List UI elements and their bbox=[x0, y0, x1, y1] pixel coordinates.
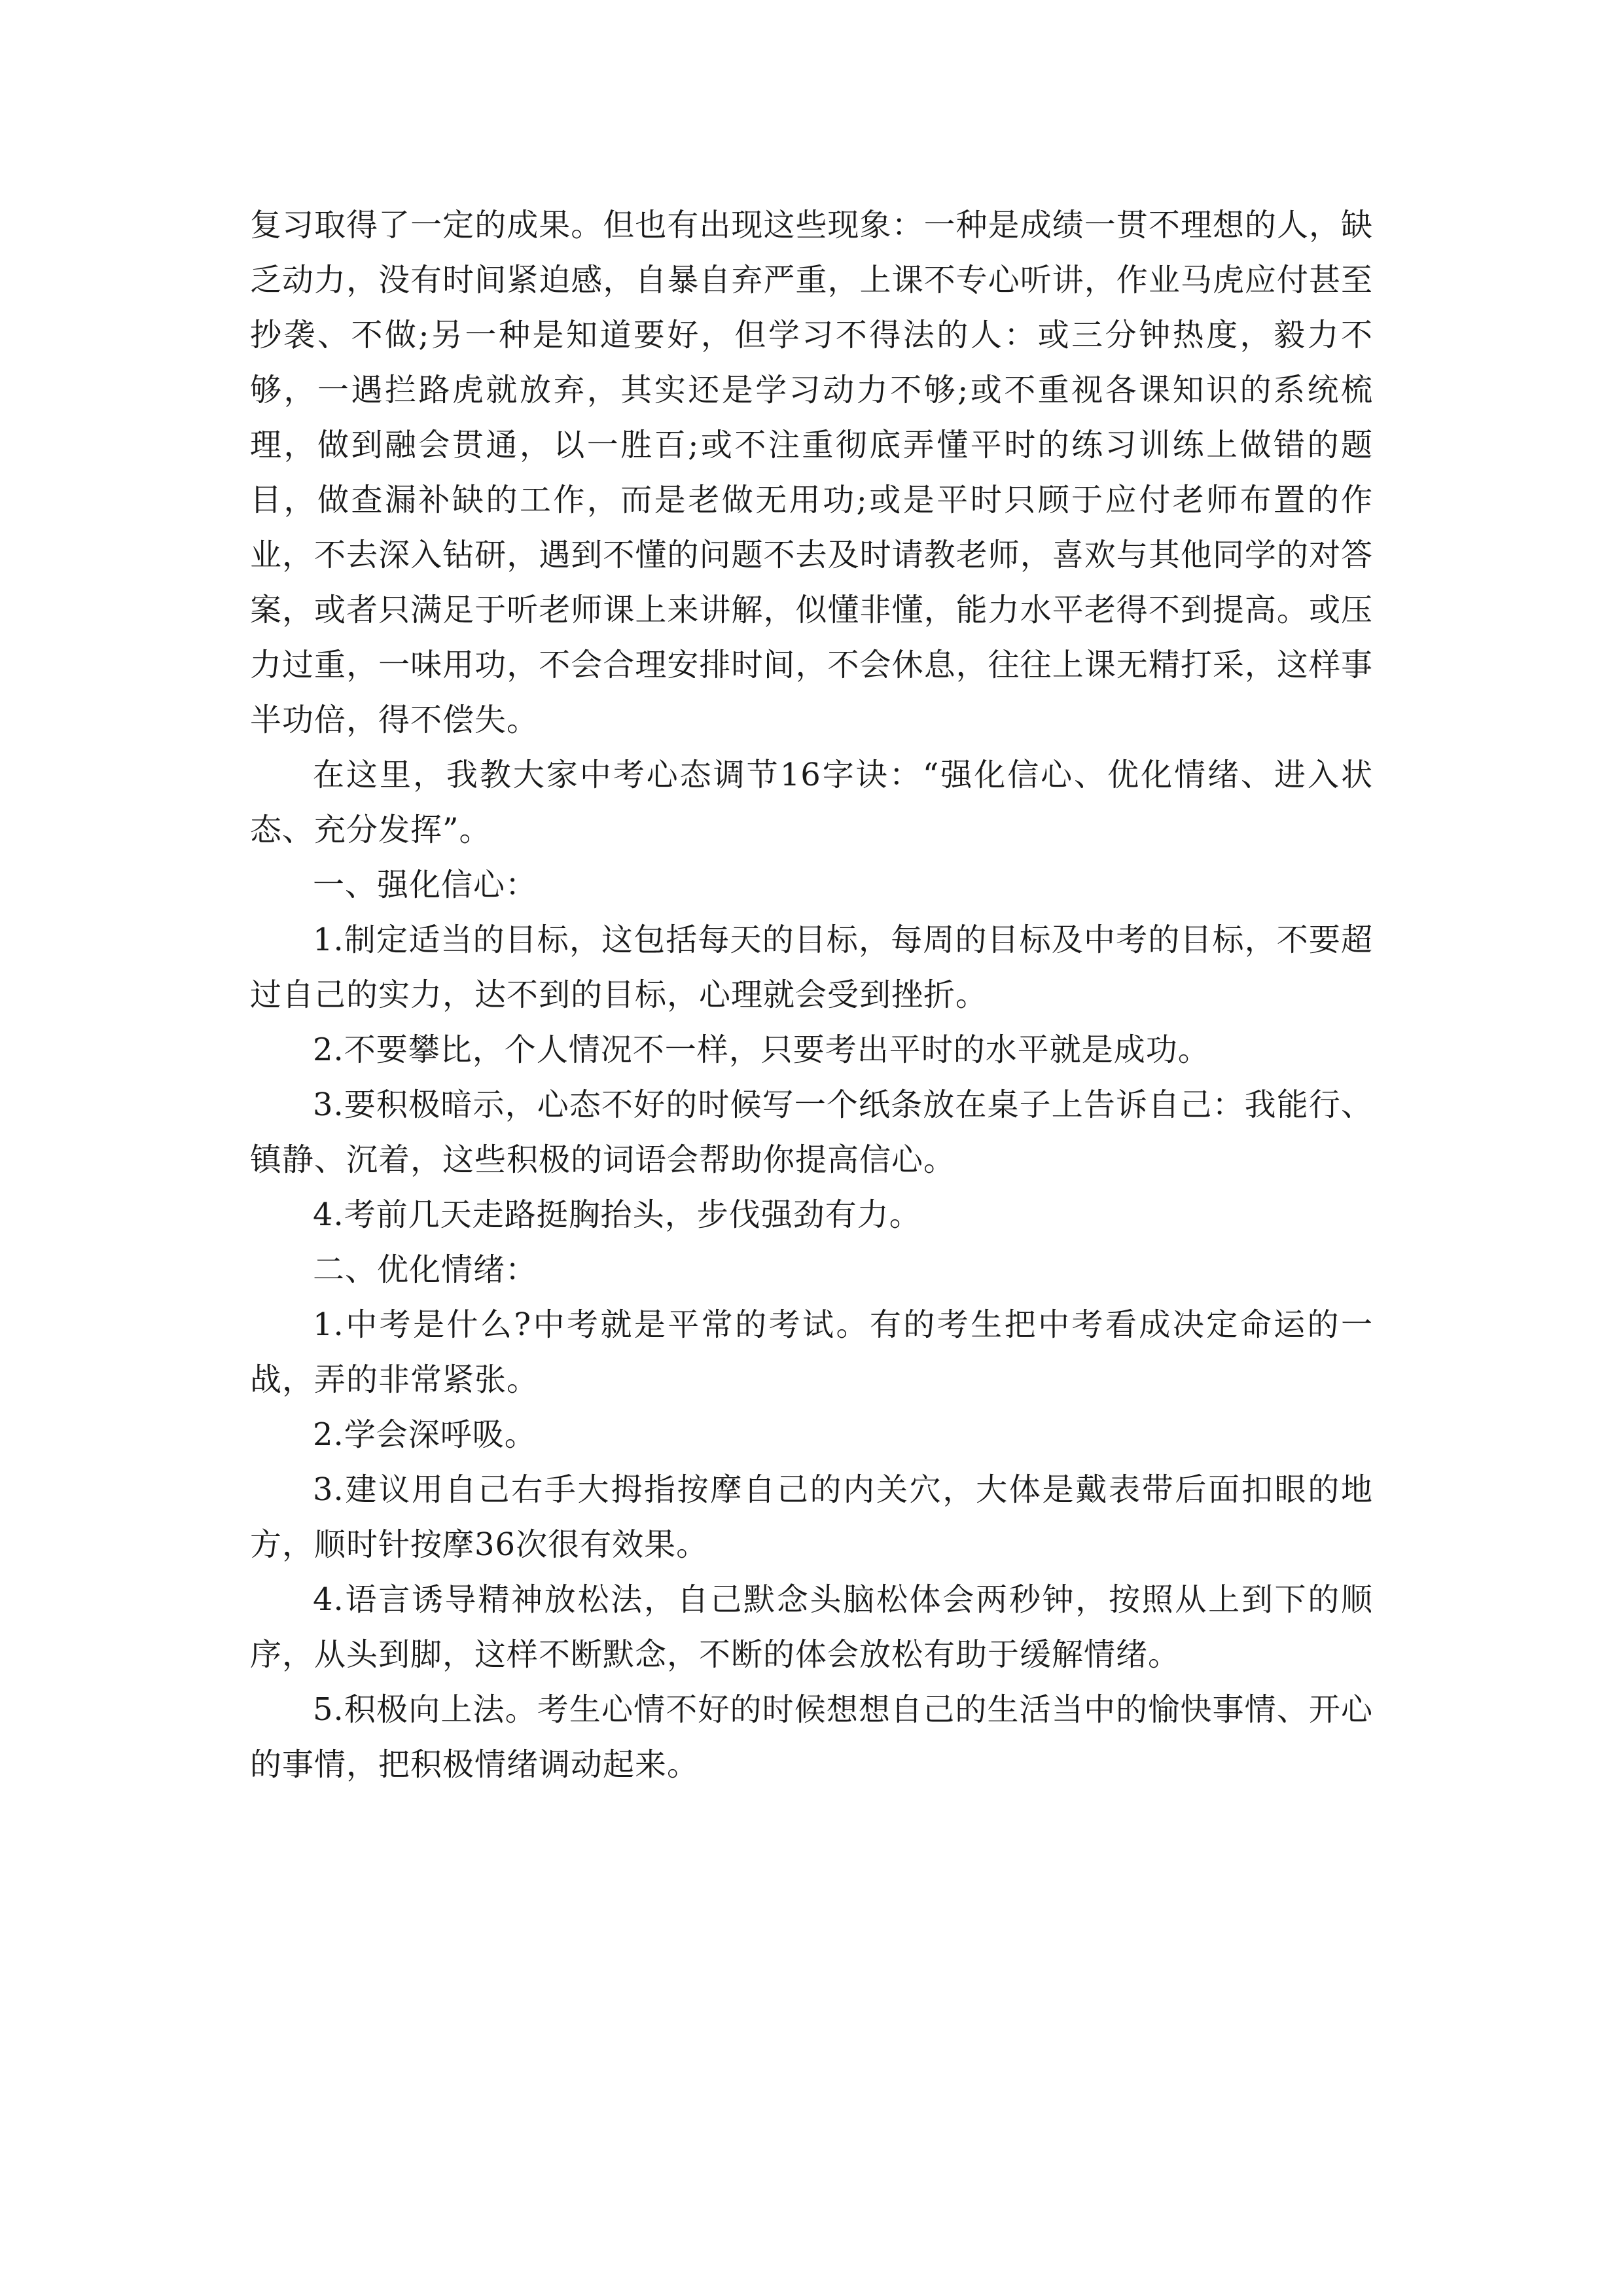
list-item-deep-breathing: 2.学会深呼吸。 bbox=[313, 1416, 537, 1453]
list-item-no-comparison: 2.不要攀比，个人情况不一样，只要考出平时的水平就是成功。 bbox=[313, 1031, 1210, 1068]
list-item-set-goals: 1.制定适当的目标，这包括每天的目标，每周的目标及中考的目标，不要超过自己的实力，达不到的目标，心理就会受到挫折。 bbox=[250, 922, 1373, 1013]
section-heading-optimize-emotions: 二、优化情绪： bbox=[313, 1251, 538, 1288]
list-item-posture: 4.考前几天走路挺胸抬头，步伐强劲有力。 bbox=[313, 1196, 921, 1233]
list-item-positive-suggestion: 3.要积极暗示，心态不好的时候写一个纸条放在桌子上告诉自己：我能行、镇静、沉着，这些积极的词语会帮助你提高信心。 bbox=[250, 1086, 1373, 1178]
document-page bbox=[250, 198, 1373, 1792]
paragraph-continuation: 复习取得了一定的成果。但也有出现这些现象：一种是成绩一贯不理想的人，缺乏动力，没有时间紧迫感，自暴自弃严重，上课不专心听讲，作业马虎应付甚至抄袭、不做;另一种是知道要好，但学习不得法的人：或三分钟热度，毅力不够，一遇拦路虎就放弃，其实还是学习动力不够;或不重视各课知识的系统梳理，做到融会贯通，以一胜百;或不注重彻底弄懂平时的练习训练上做错的题目，做查漏补缺的工作，而是老做无用功;或是平时只顾于应付老师布置的作业，不去深入钻研，遇到不懂的问题不去及时请教老师，喜欢与其他同学的对答案，或者只满足于听老师课上来讲解，似懂非懂，能力水平老得不到提高。或压力过重，一味用功，不会合理安排时间，不会休息，往往上课无精打采，这样事半功倍，得不偿失。 bbox=[250, 207, 1373, 738]
list-item-positive-thinking: 5.积极向上法。考生心情不好的时候想想自己的生活当中的愉快事情、开心的事情，把积极情绪调动起来。 bbox=[250, 1691, 1373, 1783]
list-item-acupressure: 3.建议用自己右手大拇指按摩自己的内关穴，大体是戴表带后面扣眼的地方，顺时针按摩36次很有效果。 bbox=[250, 1471, 1373, 1563]
paragraph-intro-16-character-formula: 在这里，我教大家中考心态调节16字诀：“强化信心、优化情绪、进入状态、充分发挥”。 bbox=[250, 757, 1373, 848]
list-item-verbal-relaxation: 4.语言诱导精神放松法，自己默念头脑松体会两秒钟，按照从上到下的顺序，从头到脚，这样不断默念，不断的体会放松有助于缓解情绪。 bbox=[250, 1581, 1373, 1673]
list-item-exam-is-ordinary: 1.中考是什么?中考就是平常的考试。有的考生把中考看成决定命运的一战，弄的非常紧张。 bbox=[250, 1306, 1373, 1398]
section-heading-strengthen-confidence: 一、强化信心： bbox=[313, 867, 538, 903]
